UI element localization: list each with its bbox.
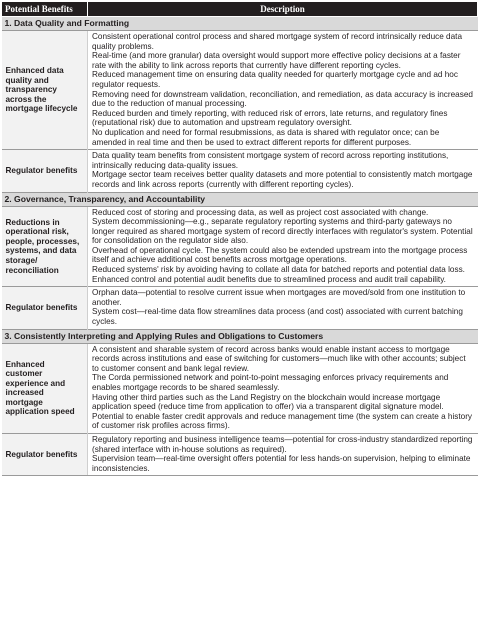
header-description: Description xyxy=(88,2,478,17)
description-line: Reduced systems' risk by avoiding having to collate all data for batched reports and potential data loss. xyxy=(92,265,465,275)
benefit-description xyxy=(88,206,478,287)
description-line: Removing need for downstream validation, reconciliation, and remediation, as data accuracy is increased due to the reduction of manual processing. xyxy=(92,89,473,109)
benefit-label: Enhanced data quality and transparency across the mortgage lifecycle xyxy=(2,31,88,150)
description-line: Regulatory reporting and business intelligence teams—potential for cross-industry standardized reporting (shared interface with in-house solutions as required). xyxy=(92,434,473,454)
benefit-label: Regulator benefits xyxy=(2,287,88,329)
benefit-description xyxy=(88,343,478,433)
description-line: Orphan data—potential to resolve current issue when mortgages are moved/sold from one institution to another. xyxy=(92,288,466,307)
benefit-label: Enhanced customer experience and increased mortgage application speed xyxy=(2,343,88,433)
benefit-description xyxy=(88,31,478,150)
section-title: 2. Governance, Transparency, and Accountability xyxy=(2,192,478,206)
description-line: Enhanced control and potential audit benefits due to streamlined process and audit trail capability. xyxy=(92,274,446,284)
description-line: No duplication and need for formal resubmissions, as data is shared with regulator once; can be amended in real time and then be used to extract different reports for different purposes. xyxy=(92,127,440,147)
benefit-label: Regulator benefits xyxy=(2,433,88,475)
description-line: Reduced burden and timely reporting, with reduced risk of errors, late returns, and regulatory fines (reputational risk) due to automation and upstream regulatory oversight. xyxy=(92,108,448,128)
benefit-label: Reductions in operational risk, people, processes, systems, and data storage/ reconciliation xyxy=(2,206,88,287)
benefit-description xyxy=(88,433,478,475)
description-line: Having other third parties such as the Land Registry on the blockchain would increase mortgage application speed (reduce time from application to offer) via a transparent digital signature model. xyxy=(92,392,444,412)
description-line: Overhead of operational cycle. The system could also be extended upstream into the mortgage process itself and achieve additional cost benefits across mortgage operations. xyxy=(92,245,468,265)
benefit-description xyxy=(88,150,478,192)
benefits-table-container xyxy=(1,1,477,476)
description-line: Real-time (and more granular) data oversight would support more effective policy decisions at a faster rate with the ability to link across reports that currently have different reporting cycles. xyxy=(92,51,461,70)
description-line: Supervision team—real-time oversight offers potential for less hands-on supervision, helping to eliminate inconsistencies. xyxy=(92,454,471,473)
section-header-row xyxy=(2,17,478,31)
description-line: Potential to enable faster credit approvals and reduce management time (the system can create a history of customer risk profiles across firms). xyxy=(92,411,473,431)
header-potential-benefits: Potential Benefits xyxy=(2,2,88,17)
description-line: System decommissioning—e.g., separate regulatory reporting systems and third-party gateways no longer required as shared mortgage system of record directly interfaces with regulator's system. Potential for consolidation on the regulator side also. xyxy=(92,217,473,246)
table-header-row xyxy=(2,2,478,17)
description-line: Mortgage sector team receives better quality datasets and more potential to consistently match mortgage records and link across reports (currently with different reporting cycles). xyxy=(92,170,473,189)
benefit-label: Regulator benefits xyxy=(2,150,88,192)
table-body xyxy=(2,17,478,476)
section-header-row xyxy=(2,329,478,343)
description-line: Reduced cost of storing and processing data, as well as project cost associated with change. xyxy=(92,207,429,217)
table-row xyxy=(2,150,478,192)
description-line: Reduced management time on ensuring data quality needed for quarterly mortgage cycle and ad hoc regulator requests. xyxy=(92,70,458,89)
description-line: System cost—real-time data flow streamlines data process (and cost) associated with current batching cycles. xyxy=(92,307,463,327)
benefit-description xyxy=(88,287,478,329)
benefits-table xyxy=(1,1,478,476)
description-line: Consistent operational control process and shared mortgage system of record intrinsically reduce data quality problems. xyxy=(92,32,462,51)
table-row xyxy=(2,206,478,287)
section-header-row xyxy=(2,192,478,206)
table-row xyxy=(2,31,478,150)
table-row xyxy=(2,343,478,433)
description-line: The Corda permissioned network and point-to-point messaging enforces privacy requirements and enables mortgage records to be shared seamlessly. xyxy=(92,373,449,392)
section-title: 3. Consistently Interpreting and Applying Rules and Obligations to Customers xyxy=(2,329,478,343)
table-row xyxy=(2,433,478,475)
table-row xyxy=(2,287,478,329)
description-line: Data quality team benefits from consistent mortgage system of record across reporting institutions, intrinsically reducing data-quality issues. xyxy=(92,151,449,170)
section-title: 1. Data Quality and Formatting xyxy=(2,17,478,31)
description-line: A consistent and sharable system of record across banks would enable instant access to mortgage records across institutions and ease of switching for customers—much like with other accounts; subject to customer consent and bank legal review. xyxy=(92,344,466,373)
